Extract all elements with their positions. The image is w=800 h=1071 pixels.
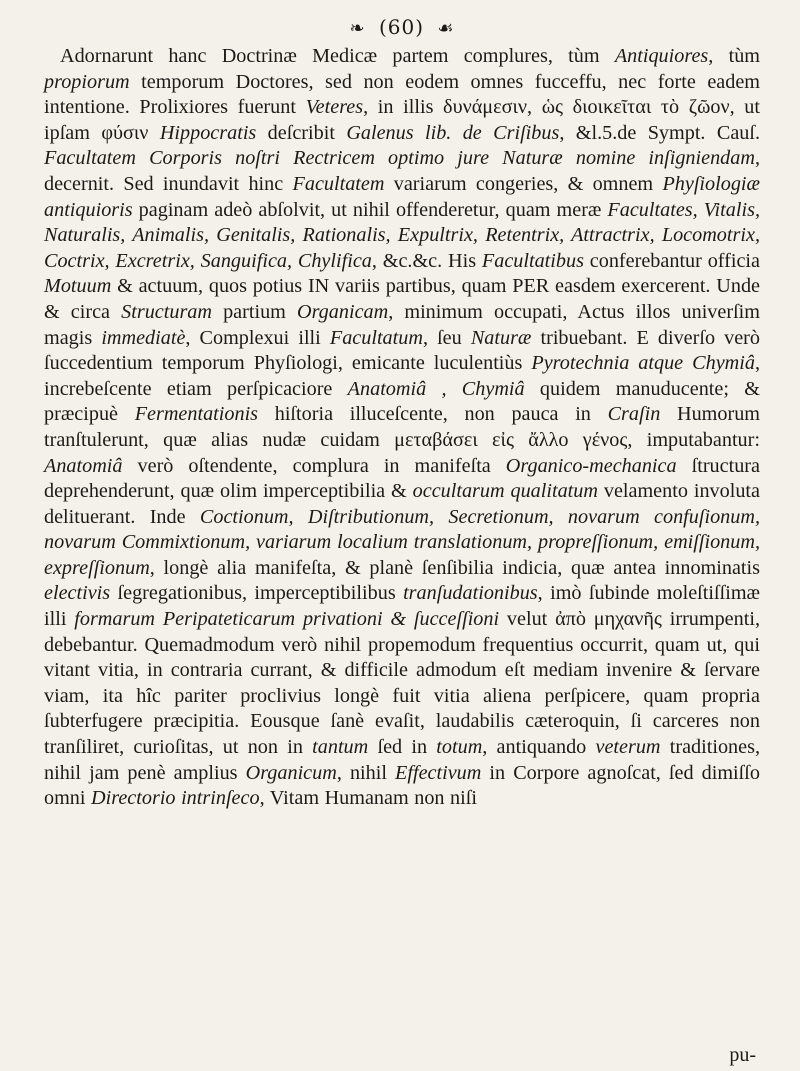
italic-run: Hippocratis	[159, 121, 257, 144]
italic-run: Phyſiologiæ antiquioris	[44, 172, 761, 221]
italic-run: Fermentationis	[134, 403, 259, 426]
text-run: & actuum, quos potius IN variis partibus, quam PER easdem exercerent. Unde & circa	[44, 275, 760, 323]
italic-run: Facultatum	[329, 326, 423, 349]
body-paragraph	[44, 44, 760, 812]
italic-run: Organicum	[245, 761, 337, 784]
text-run: ſed in	[368, 736, 437, 759]
italic-run: Pyrotechnia atque Chymiâ	[531, 352, 755, 375]
text-run: , antiquando	[482, 736, 596, 759]
italic-run: Naturæ	[470, 326, 532, 349]
text-run: , Vitam Humanam non niſi	[259, 787, 477, 810]
text-run: , ſeu	[422, 326, 471, 349]
italic-run: Antiquiores	[614, 45, 709, 67]
italic-run: Craſin	[607, 403, 661, 426]
text-run: , longè alia manifeſta, & planè ſenſibilia indicia, quæ antea innominatis	[149, 556, 760, 579]
text-run: Adornarunt hanc Doctrinæ Medicæ partem complures, tùm	[60, 45, 615, 67]
italic-run: veterum	[595, 736, 661, 759]
paragraph-text	[44, 44, 760, 812]
italic-run: Veteres	[305, 96, 364, 119]
italic-run: Structuram	[121, 300, 212, 323]
text-run: velamento involuta delituerant. Inde	[44, 480, 760, 528]
text-run: hiſtoria illuceſcente, non pauca in	[258, 403, 608, 426]
text-run: , decernit. Sed inundavit hinc	[44, 147, 760, 195]
italic-run: electivis	[44, 582, 111, 605]
right-ornament-icon: ☙	[437, 18, 455, 39]
text-run: , nihil	[336, 761, 396, 784]
italic-run: Coctionum, Diſtributionum, Secretionum, novarum confuſionum, novarum Commixtionum, variarum localium translationum, propreſſionum, emiſſionum, expreſſionum	[44, 505, 760, 579]
text-run: ſtructura deprehenderunt, quæ olim imperceptibilia &	[44, 454, 760, 503]
text-run: ſegregationibus, imperceptibilibus	[110, 582, 404, 605]
text-run: temporum Doctores, sed non eodem omnes fucceffu, nec forte eadem intentione. Prolixiores fuerunt	[44, 70, 760, 119]
italic-run: totum	[436, 736, 483, 759]
italic-run: formarum Peripateticarum privationi & ſucceſſioni	[74, 608, 500, 631]
italic-run: immediatè	[101, 326, 186, 349]
italic-run: Facultatem Corporis noſtri Rectricem optimo jure Naturæ nomine inſigniendam	[44, 147, 755, 170]
italic-run: Anatomiâ , Chymiâ	[347, 377, 525, 400]
italic-run: Effectivum	[395, 761, 482, 784]
italic-run: Organicam	[297, 300, 389, 323]
italic-run: Directorio intrinſeco	[91, 787, 260, 810]
text-run: partium	[211, 300, 297, 323]
catchword: pu-	[729, 1044, 756, 1066]
italic-run: Facultatibus	[481, 249, 584, 272]
text-run: in Corpore agnoſcat, ſed dimiſſo omni	[44, 761, 760, 810]
italic-run: propiorum	[44, 70, 130, 93]
text-run: traditiones, nihil jam penè amplius	[44, 736, 761, 784]
italic-run: Facultatem	[292, 172, 385, 195]
italic-run: tranſudationibus	[403, 582, 538, 605]
italic-run: occultarum qualitatum	[412, 480, 598, 503]
text-run: quidem manuducente; & præcipuè	[44, 377, 760, 426]
italic-run: Organico-mechanica	[505, 454, 677, 477]
text-run: , increbeſcente etiam perſpicaciore	[44, 352, 760, 400]
text-run: variarum congeries, & omnem	[384, 172, 663, 195]
text-run: , minimum occupati, Actus illos univerſim magis	[44, 300, 760, 349]
text-run: , tùm	[708, 45, 761, 67]
italic-run: Motuum	[44, 275, 112, 298]
left-ornament-icon: ❧	[349, 18, 366, 39]
text-run: verò oſtendente, complura in manifeſta	[122, 454, 506, 477]
italic-run: tantum	[312, 736, 369, 759]
text-run: deſcribit	[256, 121, 347, 144]
text-run: conferebantur officia	[583, 249, 761, 272]
page-number: (60)	[378, 15, 424, 39]
italic-run: Facultates, Vitalis, Naturalis, Animalis, Genitalis, Rationalis, Expultrix, Retentrix, Attractrix, Locomotrix, Coctrix, Excretrix, Sanguifica, Chylifica	[44, 198, 760, 272]
text-run: paginam adeò abſolvit, ut nihil offenderetur, quam meræ	[132, 198, 608, 221]
text-run: , Complexui illi	[185, 326, 330, 349]
running-header	[44, 10, 760, 44]
italic-run: Galenus lib. de Criſibus	[346, 121, 560, 144]
text-run: , imò ſubinde moleſtiſſimæ illi	[44, 582, 760, 631]
text-run: , &l.5.de Sympt. Cauſ.	[559, 121, 761, 144]
italic-run: Anatomiâ	[44, 454, 123, 477]
text-run: , in illis δυνάμεσιν, ὡς διοικεῖται τὸ ζῶον, ut ipſam φύσιν	[44, 96, 760, 144]
text-run: tribuebant. E diverſo verò ſuccedentium temporum Phyſiologi, emicante luculentiùs	[44, 326, 760, 375]
text-run: velut ἀπὸ μηχανῆς irrumpenti, debebantur. Quemadmodum verò nihil propemodum frequentius occurrit, quam ut, qui vitant vitia, in contraria currant, & difficile admodum eſt mediam invenire & ſervare viam, ita hîc pariter proclivius longè fuit vitia aliena perſpicere, quam propria ſubterfugere præcipitia. Eousque ſanè evaſit, laudabilis cæteroquin, ſi carceres non tranſiliret, curioſitas, ut non in	[44, 608, 760, 759]
text-run: , &c.&c. His	[371, 249, 482, 272]
text-run: Humorum tranſtulerunt, quæ alias nudæ cuidam μεταβάσει εἰς ἄλλο γένος, imputabantur:	[44, 403, 760, 451]
